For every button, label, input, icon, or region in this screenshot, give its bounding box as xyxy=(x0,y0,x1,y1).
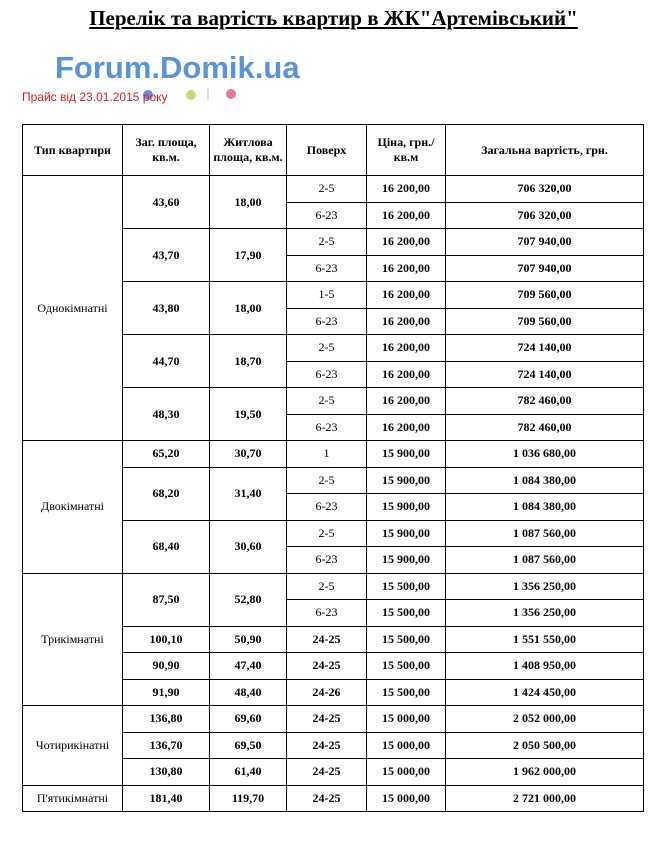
floor-cell: 2-5 xyxy=(287,388,367,415)
total-cost-cell: 1 084 380,00 xyxy=(446,494,644,521)
floor-cell: 2-5 xyxy=(287,229,367,256)
floor-cell: 24-25 xyxy=(287,785,367,812)
total-area-cell: 68,40 xyxy=(123,520,210,573)
apartment-type-cell: Трикімнатні xyxy=(23,573,123,706)
header-price: Ціна, грн./кв.м xyxy=(367,125,446,176)
total-cost-cell: 2 721 000,00 xyxy=(446,785,644,812)
living-area-cell: 18,00 xyxy=(210,282,287,335)
living-area-cell: 19,50 xyxy=(210,388,287,441)
apartment-type-cell: Однокімнатні xyxy=(23,176,123,441)
total-cost-cell: 782 460,00 xyxy=(446,414,644,441)
living-area-cell: 48,40 xyxy=(210,679,287,706)
total-cost-cell: 782 460,00 xyxy=(446,388,644,415)
price-cell: 16 200,00 xyxy=(367,414,446,441)
floor-cell: 6-23 xyxy=(287,600,367,627)
price-cell: 16 200,00 xyxy=(367,335,446,362)
total-cost-cell: 1 084 380,00 xyxy=(446,467,644,494)
total-cost-cell: 1 551 550,00 xyxy=(446,626,644,653)
total-cost-cell: 1 408 950,00 xyxy=(446,653,644,680)
floor-cell: 24-25 xyxy=(287,706,367,733)
floor-cell: 24-25 xyxy=(287,732,367,759)
floor-cell: 6-23 xyxy=(287,255,367,282)
floor-cell: 2-5 xyxy=(287,176,367,203)
total-cost-cell: 706 320,00 xyxy=(446,176,644,203)
total-cost-cell: 724 140,00 xyxy=(446,335,644,362)
living-area-cell: 18,00 xyxy=(210,176,287,229)
total-cost-cell: 707 940,00 xyxy=(446,255,644,282)
watermark-logo: Forum.Domik.ua xyxy=(55,50,300,85)
living-area-cell: 52,80 xyxy=(210,573,287,626)
total-cost-cell: 707 940,00 xyxy=(446,229,644,256)
apartment-type-cell: Чотирикінатні xyxy=(23,706,123,786)
green-dot-icon xyxy=(186,90,196,100)
total-area-cell: 181,40 xyxy=(123,785,210,812)
floor-cell: 1 xyxy=(287,441,367,468)
price-cell: 15 900,00 xyxy=(367,494,446,521)
price-cell: 16 200,00 xyxy=(367,255,446,282)
floor-cell: 6-23 xyxy=(287,414,367,441)
floor-cell: 2-5 xyxy=(287,573,367,600)
total-cost-cell: 1 356 250,00 xyxy=(446,573,644,600)
total-cost-cell: 1 087 560,00 xyxy=(446,520,644,547)
apartment-type-cell: Двокімнатні xyxy=(23,441,123,574)
header-type: Тип квартири xyxy=(23,125,123,176)
living-area-cell: 50,90 xyxy=(210,626,287,653)
total-area-cell: 130,80 xyxy=(123,759,210,786)
divider-mark-icon xyxy=(207,88,209,100)
price-cell: 16 200,00 xyxy=(367,282,446,309)
total-cost-cell: 1 962 000,00 xyxy=(446,759,644,786)
total-area-cell: 100,10 xyxy=(123,626,210,653)
page-title: Перелік та вартість квартир в ЖК"Артемівський" xyxy=(89,6,578,30)
price-cell: 16 200,00 xyxy=(367,176,446,203)
price-cell: 16 200,00 xyxy=(367,229,446,256)
price-cell: 15 500,00 xyxy=(367,600,446,627)
floor-cell: 24-25 xyxy=(287,626,367,653)
floor-cell: 6-23 xyxy=(287,361,367,388)
floor-cell: 2-5 xyxy=(287,520,367,547)
total-cost-cell: 2 052 000,00 xyxy=(446,706,644,733)
total-cost-cell: 724 140,00 xyxy=(446,361,644,388)
total-area-cell: 68,20 xyxy=(123,467,210,520)
floor-cell: 24-26 xyxy=(287,679,367,706)
table-row xyxy=(23,706,644,733)
price-cell: 15 900,00 xyxy=(367,520,446,547)
floor-cell: 24-25 xyxy=(287,653,367,680)
price-cell: 15 500,00 xyxy=(367,679,446,706)
price-cell: 15 500,00 xyxy=(367,626,446,653)
total-area-cell: 90,90 xyxy=(123,653,210,680)
price-cell: 15 000,00 xyxy=(367,706,446,733)
total-cost-cell: 1 356 250,00 xyxy=(446,600,644,627)
total-area-cell: 48,30 xyxy=(123,388,210,441)
floor-cell: 2-5 xyxy=(287,335,367,362)
table-header-row xyxy=(23,125,644,176)
living-area-cell: 119,70 xyxy=(210,785,287,812)
price-cell: 16 200,00 xyxy=(367,361,446,388)
header-floor: Поверх xyxy=(287,125,367,176)
price-cell: 15 000,00 xyxy=(367,759,446,786)
living-area-cell: 18,70 xyxy=(210,335,287,388)
table-row xyxy=(23,176,644,203)
total-cost-cell: 706 320,00 xyxy=(446,202,644,229)
price-cell: 15 500,00 xyxy=(367,653,446,680)
header-living-area: Житлова площа, кв.м. xyxy=(210,125,287,176)
living-area-cell: 69,60 xyxy=(210,706,287,733)
table-row xyxy=(23,573,644,600)
header-total-area: Заг. площа, кв.м. xyxy=(123,125,210,176)
living-area-cell: 17,90 xyxy=(210,229,287,282)
apartment-type-cell: П'ятикімнатні xyxy=(23,785,123,812)
price-cell: 15 900,00 xyxy=(367,467,446,494)
floor-cell: 6-23 xyxy=(287,547,367,574)
price-table xyxy=(22,124,644,812)
floor-cell: 24-25 xyxy=(287,759,367,786)
total-cost-cell: 2 050 500,00 xyxy=(446,732,644,759)
living-area-cell: 31,40 xyxy=(210,467,287,520)
price-cell: 16 200,00 xyxy=(367,308,446,335)
living-area-cell: 47,40 xyxy=(210,653,287,680)
living-area-cell: 69,50 xyxy=(210,732,287,759)
price-cell: 15 000,00 xyxy=(367,732,446,759)
header-total-cost: Загальна вартість, грн. xyxy=(446,125,644,176)
floor-cell: 1-5 xyxy=(287,282,367,309)
total-area-cell: 91,90 xyxy=(123,679,210,706)
floor-cell: 2-5 xyxy=(287,467,367,494)
total-cost-cell: 1 087 560,00 xyxy=(446,547,644,574)
living-area-cell: 30,60 xyxy=(210,520,287,573)
floor-cell: 6-23 xyxy=(287,494,367,521)
price-cell: 15 900,00 xyxy=(367,547,446,574)
table-row xyxy=(23,785,644,812)
price-date: Прайс від 23.01.2015 року xyxy=(22,90,168,104)
total-area-cell: 43,80 xyxy=(123,282,210,335)
total-area-cell: 136,80 xyxy=(123,706,210,733)
table-row xyxy=(23,441,644,468)
price-cell: 15 500,00 xyxy=(367,573,446,600)
total-cost-cell: 709 560,00 xyxy=(446,308,644,335)
price-cell: 15 000,00 xyxy=(367,785,446,812)
living-area-cell: 30,70 xyxy=(210,441,287,468)
floor-cell: 6-23 xyxy=(287,202,367,229)
floor-cell: 6-23 xyxy=(287,308,367,335)
price-cell: 16 200,00 xyxy=(367,202,446,229)
total-cost-cell: 709 560,00 xyxy=(446,282,644,309)
total-cost-cell: 1 036 680,00 xyxy=(446,441,644,468)
table-body xyxy=(23,176,644,812)
total-area-cell: 65,20 xyxy=(123,441,210,468)
total-area-cell: 44,70 xyxy=(123,335,210,388)
total-area-cell: 87,50 xyxy=(123,573,210,626)
living-area-cell: 61,40 xyxy=(210,759,287,786)
total-area-cell: 43,70 xyxy=(123,229,210,282)
total-area-cell: 43,60 xyxy=(123,176,210,229)
price-cell: 15 900,00 xyxy=(367,441,446,468)
total-cost-cell: 1 424 450,00 xyxy=(446,679,644,706)
total-area-cell: 136,70 xyxy=(123,732,210,759)
price-cell: 16 200,00 xyxy=(367,388,446,415)
pink-dot-icon xyxy=(226,89,236,99)
